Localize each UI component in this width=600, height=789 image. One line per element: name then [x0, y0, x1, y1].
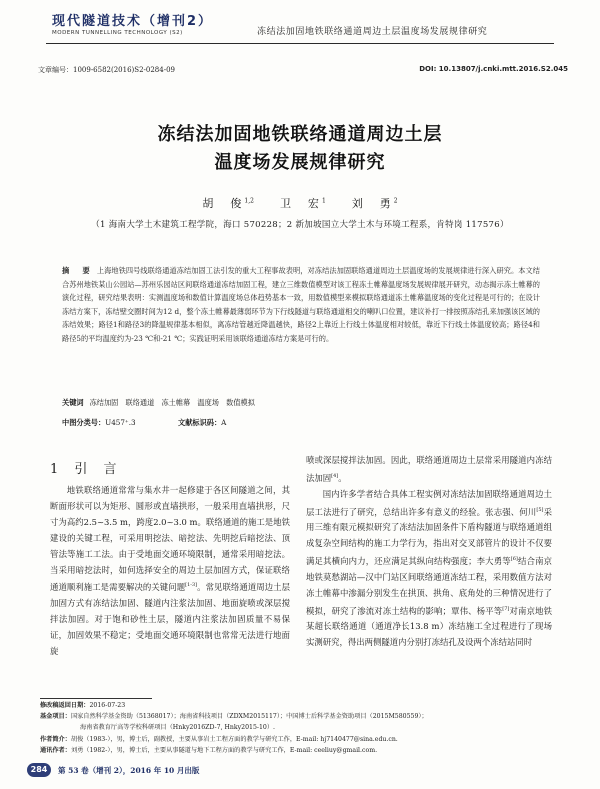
- footnote-received: [40, 701, 560, 711]
- paragraph-text: 国内许多学者结合具体工程实例对冻结法加固联络通道周边土层工法进行了研究，总结出许多有意义的经验。张志强、何川: [306, 488, 552, 517]
- paragraph-text: 喷或深层搅拌法加固。因此，联络通道周边土层常采用隧道内冻结法加固: [306, 455, 552, 483]
- clc-number: [62, 418, 136, 428]
- paragraph-text: 对南京地铁某超长联络通道（通道净长13.8 m）冻结施工全过程进行了现场实测研究，得出两侧隧道内分别打冻结孔及设两个冻结站同时: [306, 605, 553, 648]
- footnote-text: 胡俊（1983-），男，博士后，副教授，主要从事岩土工程方面的教学与研究工作，E-mail: hj7140477@sina.edu.cn.: [70, 736, 398, 743]
- footnote-text: 国家自然科学基金资助（51368017）；海南省科技项目（ZDXM2015117）；中国博士后科学基金资助项目（2015M580559）；: [70, 713, 428, 720]
- author-3-affil: 2: [393, 197, 398, 205]
- paper-title-line-2: 温度场发展规律研究: [214, 152, 386, 173]
- paragraph: [306, 487, 552, 651]
- paragraph-text: 。: [338, 472, 347, 483]
- footnote-rule: [40, 698, 152, 699]
- clc-value: U457⁺.3: [105, 418, 136, 427]
- footnote-label: 通讯作者：: [40, 747, 71, 754]
- author-2: 卫 宏: [279, 197, 322, 210]
- footnote-text: 2016-07-23: [89, 702, 126, 709]
- author-1: 胡 俊: [202, 197, 245, 210]
- doc-code-label: 文献标识码：: [178, 418, 222, 427]
- body-column-left: [50, 483, 290, 660]
- footnote-text: 海南省教育厅高等学校科研项目（Hnky2016ZD-7, Hnky2015-10）.: [80, 724, 276, 731]
- paragraph: [50, 483, 290, 660]
- document-code: [178, 418, 226, 428]
- paragraph: [306, 453, 552, 487]
- doc-code-value: A: [221, 418, 227, 427]
- section-heading: 1 引 言: [50, 462, 123, 477]
- keywords: [62, 398, 540, 408]
- footnote-fund-2: [40, 723, 600, 733]
- journal-name-en: MODERN TUNNELLING TECHNOLOGY (S2): [52, 30, 183, 36]
- body-column-right: [306, 453, 552, 651]
- running-title: 冻结法加固地铁联络通道周边土层温度场发展规律研究: [257, 27, 488, 37]
- abstract-label: 摘 要: [62, 266, 93, 275]
- clc-label: 中图分类号：: [62, 418, 106, 427]
- footnote-label: 作者简介：: [40, 736, 71, 743]
- author-2-affil: 1: [321, 197, 326, 205]
- paper-title-line-1: 冻结法加固地铁联络通道周边土层: [157, 124, 443, 145]
- footnote-author: [40, 735, 560, 745]
- author-1-affil: 1,2: [244, 197, 254, 205]
- citation: [4]: [331, 472, 339, 479]
- journal-name-cn: 现代隧道技术（增刊2）: [52, 14, 214, 29]
- doi: DOI: 10.13807/j.cnki.mtt.2016.S2.045: [419, 65, 568, 73]
- paragraph-text: 。常见联络通道周边土层加固方式有冻结法加固、隧道内注浆法加固、地面旋喷或深层搅拌法加固。对于饱和砂性土层，隧道内注浆法加固质量不易保证，加固效果不稳定；受地面交通环境限制也常常无法进行地面旋: [50, 582, 291, 656]
- author-list: [0, 195, 600, 211]
- abstract: [62, 264, 540, 346]
- citation: [5]: [536, 506, 544, 513]
- citation: [6]: [510, 556, 518, 563]
- keywords-label: 关键词: [62, 398, 84, 407]
- paragraph-text: 结合南京地铁莫愁湖站—汉中门站区间联络通道冻结工程，采用数值方法对冻土帷幕中渗漏分别发生在拱顶、拱角、底角处的三种情况进行了模拟，研究了渗流对冻土结构的影响；覃伟、杨平等: [306, 555, 553, 616]
- paragraph-text: 采用三维有限元模拟研究了冻结法加固条件下盾构隧道与联络通道组成复杂空间结构的施工力学行为，指出对交叉部管片的设计不仅要满足其横向内力，还应满足其纵向结构强度；李大勇等: [306, 506, 553, 566]
- footnote-text: 刘勇（1982-），男，博士后，主要从事隧道与地下工程方面的教学与研究工作，E-mail: ceeliuy@gmail.com.: [70, 747, 378, 754]
- page-number: 284: [27, 763, 51, 777]
- author-3: 刘 勇: [351, 197, 394, 210]
- footnote-fund: [40, 712, 560, 722]
- affiliation: （1 海南大学土木建筑工程学院，海口 570228；2 新加坡国立大学土木与环境工程系，肯特岗 117576）: [91, 220, 509, 230]
- keywords-text: 冻结加固 联络通道 冻土帷幕 温度场 数值模拟: [89, 398, 255, 407]
- citation: [7]: [502, 605, 510, 612]
- footnote-label: 修改稿返回日期：: [40, 702, 90, 709]
- header-rule: [46, 43, 554, 44]
- article-number: 文章编号：1009-6582(2016)S2-0284-09: [38, 66, 175, 74]
- paragraph-text: 地铁联络通道常常与集水井一起修建于各区间隧道之间，其断面形状可以为矩形、圆形或直墙拱形，一般采用直墙拱形，尺寸为高约2.5~3.5 m，跨度2.0~3.0 m。联络通道的施工是地铁建设的关键工程，可采用明挖法、暗挖法、先明挖后暗挖法、顶管法等施工工法。由于受地面交通环境限制，通常采用暗挖法。当采用暗挖法时，如何选择安全的周边土层加固方式，保证联络通道顺利施工是需要解决的关键问题: [50, 485, 290, 593]
- issue-info: 第 53 卷（增刊 2），2016 年 10 月出版: [58, 766, 200, 775]
- abstract-text: 上海地铁四号线联络通道冻结加固工法引发的重大工程事故表明，对冻结法加固联络通道周边土层温度场的发展规律进行深入研究。本文结合苏州地铁某山公园站—苏州乐园站区间联络通道冻结加固工程，建立三维数值模型对该工程冻土帷幕温度场发展规律展开研究，动态揭示冻土帷幕的演化过程，研究结果表明：实测温度场和数值计算温度场总体趋势基本一致，用数值模型来模拟联络通道冻土帷幕温度场的变化过程是可行的；在设计冻结方案下，冻结壁交圈时间为12 d，整个冻土帷幕最薄弱环节为下行线隧道与联络通道相交的喇叭口位置，建议补打一排按照冻结孔来加强该区域的冻结效果；路径1和路径3的降温规律基本相似，离冻结管越近降温越快，路径2上靠近上行线土体温度相对较低，靠近下行线土体温度较高；路径4和路径5的平均温度约为-23 ℃和-21 ℃；实践证明采用该联络通道冻结方案是可行的。: [62, 266, 540, 343]
- footnote-label: 基金项目：: [40, 713, 71, 720]
- citation: [1-3]: [185, 582, 198, 589]
- footnote-corresponding: [40, 746, 560, 756]
